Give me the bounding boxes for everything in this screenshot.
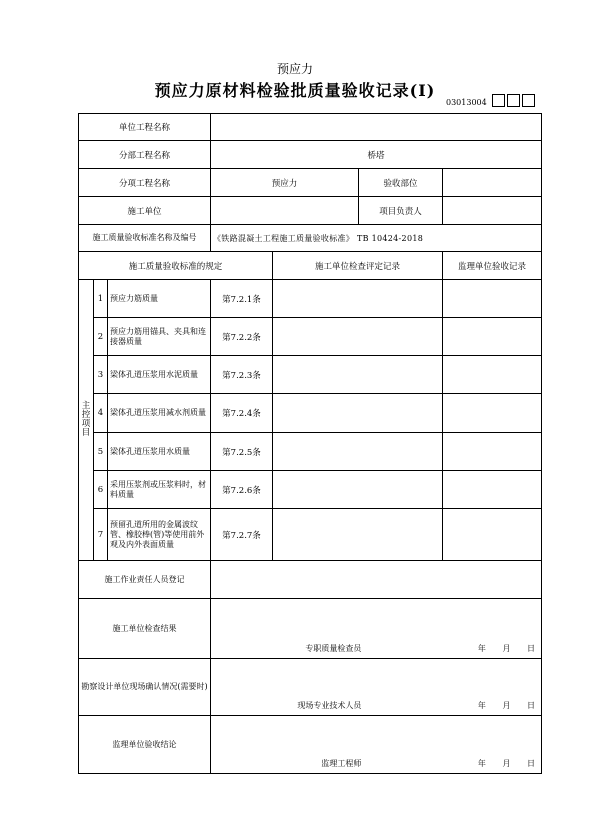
item-no: 1 xyxy=(94,280,108,318)
item-supervision-record[interactable] xyxy=(443,394,542,433)
check-result-label: 施工单位检查结果 xyxy=(79,599,211,659)
group-label-char: 主 xyxy=(81,401,91,411)
item-name: 梁体孔道压浆用减水剂质量 xyxy=(108,394,211,433)
item-name: 梁体孔道压浆用水泥质量 xyxy=(108,356,211,394)
item-construction-check[interactable] xyxy=(273,509,443,561)
signer-title: 专职质量检查员 xyxy=(305,644,362,653)
date-month: 月 xyxy=(502,759,511,768)
item-no: 2 xyxy=(94,318,108,356)
standard-value: 《铁路混凝土工程施工质量验收标准》 TB 10424-2018 xyxy=(211,225,542,252)
survey-value[interactable] xyxy=(211,659,542,716)
signature-line xyxy=(321,758,535,769)
code-box[interactable] xyxy=(507,94,520,107)
row-sub-project xyxy=(79,141,542,169)
row-check-result xyxy=(79,599,542,659)
supervision-value[interactable] xyxy=(211,716,542,774)
acceptance-part-value[interactable] xyxy=(443,169,542,197)
group-label-main-control xyxy=(79,280,94,561)
item-name: 采用压浆剂或压浆料时，材料质量 xyxy=(108,471,211,509)
workers-value[interactable] xyxy=(211,561,542,599)
item-construction-check[interactable] xyxy=(273,356,443,394)
item-no: 7 xyxy=(94,509,108,561)
project-manager-label: 项目负责人 xyxy=(359,197,443,225)
row-item-project xyxy=(79,169,542,197)
signer-title: 现场专业技术人员 xyxy=(297,701,362,710)
table-row xyxy=(79,394,542,433)
column-header-rule: 施工质量验收标准的规定 xyxy=(79,252,273,280)
item-clause: 第7.2.5条 xyxy=(211,433,273,471)
item-construction-check[interactable] xyxy=(273,318,443,356)
item-construction-check[interactable] xyxy=(273,471,443,509)
table-row xyxy=(79,509,542,561)
row-construction-unit xyxy=(79,197,542,225)
group-label-text xyxy=(81,402,91,438)
sub-project-label: 分部工程名称 xyxy=(79,141,211,169)
signature-line xyxy=(305,643,535,654)
item-supervision-record[interactable] xyxy=(443,280,542,318)
check-result-value[interactable] xyxy=(211,599,542,659)
item-construction-check[interactable] xyxy=(273,280,443,318)
group-label-char: 目 xyxy=(81,428,91,438)
table-row xyxy=(79,318,542,356)
construction-unit-value[interactable] xyxy=(211,197,359,225)
page-title: 预应力原材料检验批质量验收记录(Ⅰ) xyxy=(154,81,436,100)
row-supervision xyxy=(79,716,542,774)
item-clause: 第7.2.6条 xyxy=(211,471,273,509)
date-month: 月 xyxy=(502,644,511,653)
item-supervision-record[interactable] xyxy=(443,356,542,394)
item-construction-check[interactable] xyxy=(273,433,443,471)
date-day: 日 xyxy=(527,759,535,768)
item-supervision-record[interactable] xyxy=(443,318,542,356)
signer-title: 监理工程师 xyxy=(321,759,362,768)
row-workers xyxy=(79,561,542,599)
code-box[interactable] xyxy=(522,94,535,107)
date-year: 年 xyxy=(477,701,486,710)
item-supervision-record[interactable] xyxy=(443,471,542,509)
inspection-form-table xyxy=(78,113,542,774)
form-code: 03013004 xyxy=(446,98,487,107)
item-clause: 第7.2.2条 xyxy=(211,318,273,356)
construction-unit-label: 施工单位 xyxy=(79,197,211,225)
signature-line xyxy=(297,700,535,711)
standard-label: 施工质量验收标准名称及编号 xyxy=(79,225,211,252)
unit-project-label: 单位工程名称 xyxy=(79,114,211,141)
table-row xyxy=(79,280,542,318)
item-no: 6 xyxy=(94,471,108,509)
code-boxes xyxy=(492,94,535,107)
item-name: 梁体孔道压浆用水质量 xyxy=(108,433,211,471)
table-row xyxy=(79,433,542,471)
item-no: 3 xyxy=(94,356,108,394)
item-clause: 第7.2.1条 xyxy=(211,280,273,318)
item-no: 5 xyxy=(94,433,108,471)
date-year: 年 xyxy=(477,644,486,653)
item-supervision-record[interactable] xyxy=(443,433,542,471)
code-box[interactable] xyxy=(492,94,505,107)
row-column-headers xyxy=(79,252,542,280)
group-label-char: 控 xyxy=(81,410,91,420)
row-survey xyxy=(79,659,542,716)
group-label-char: 项 xyxy=(81,419,91,429)
page-subtitle: 预应力 xyxy=(276,62,313,76)
item-supervision-record[interactable] xyxy=(443,509,542,561)
item-name: 预应力筋用锚具、夹具和连接器质量 xyxy=(108,318,211,356)
item-clause: 第7.2.7条 xyxy=(211,509,273,561)
supervision-label: 监理单位验收结论 xyxy=(79,716,211,774)
item-clause: 第7.2.3条 xyxy=(211,356,273,394)
item-construction-check[interactable] xyxy=(273,394,443,433)
date-year: 年 xyxy=(477,759,486,768)
sub-project-value[interactable]: 桥塔 xyxy=(211,141,542,169)
column-header-supervision: 监理单位验收记录 xyxy=(443,252,542,280)
row-unit-project xyxy=(79,114,542,141)
column-header-construction-check: 施工单位检查评定记录 xyxy=(273,252,443,280)
survey-label: 勘察设计单位现场确认情况(需要时) xyxy=(79,659,211,716)
date-day: 日 xyxy=(527,701,535,710)
acceptance-part-label: 验收部位 xyxy=(359,169,443,197)
item-name: 预应力筋质量 xyxy=(108,280,211,318)
item-project-label: 分项工程名称 xyxy=(79,169,211,197)
item-clause: 第7.2.4条 xyxy=(211,394,273,433)
item-no: 4 xyxy=(94,394,108,433)
project-manager-value[interactable] xyxy=(443,197,542,225)
table-row xyxy=(79,471,542,509)
date-day: 日 xyxy=(527,644,535,653)
unit-project-value[interactable] xyxy=(211,114,542,141)
item-project-value[interactable]: 预应力 xyxy=(211,169,359,197)
date-month: 月 xyxy=(502,701,511,710)
table-row xyxy=(79,356,542,394)
row-standard xyxy=(79,225,542,252)
item-name: 预留孔道所用的金属波纹管、橡胶棒(管)等使用前外观及内外表面质量 xyxy=(108,509,211,561)
workers-label: 施工作业责任人员登记 xyxy=(79,561,211,599)
